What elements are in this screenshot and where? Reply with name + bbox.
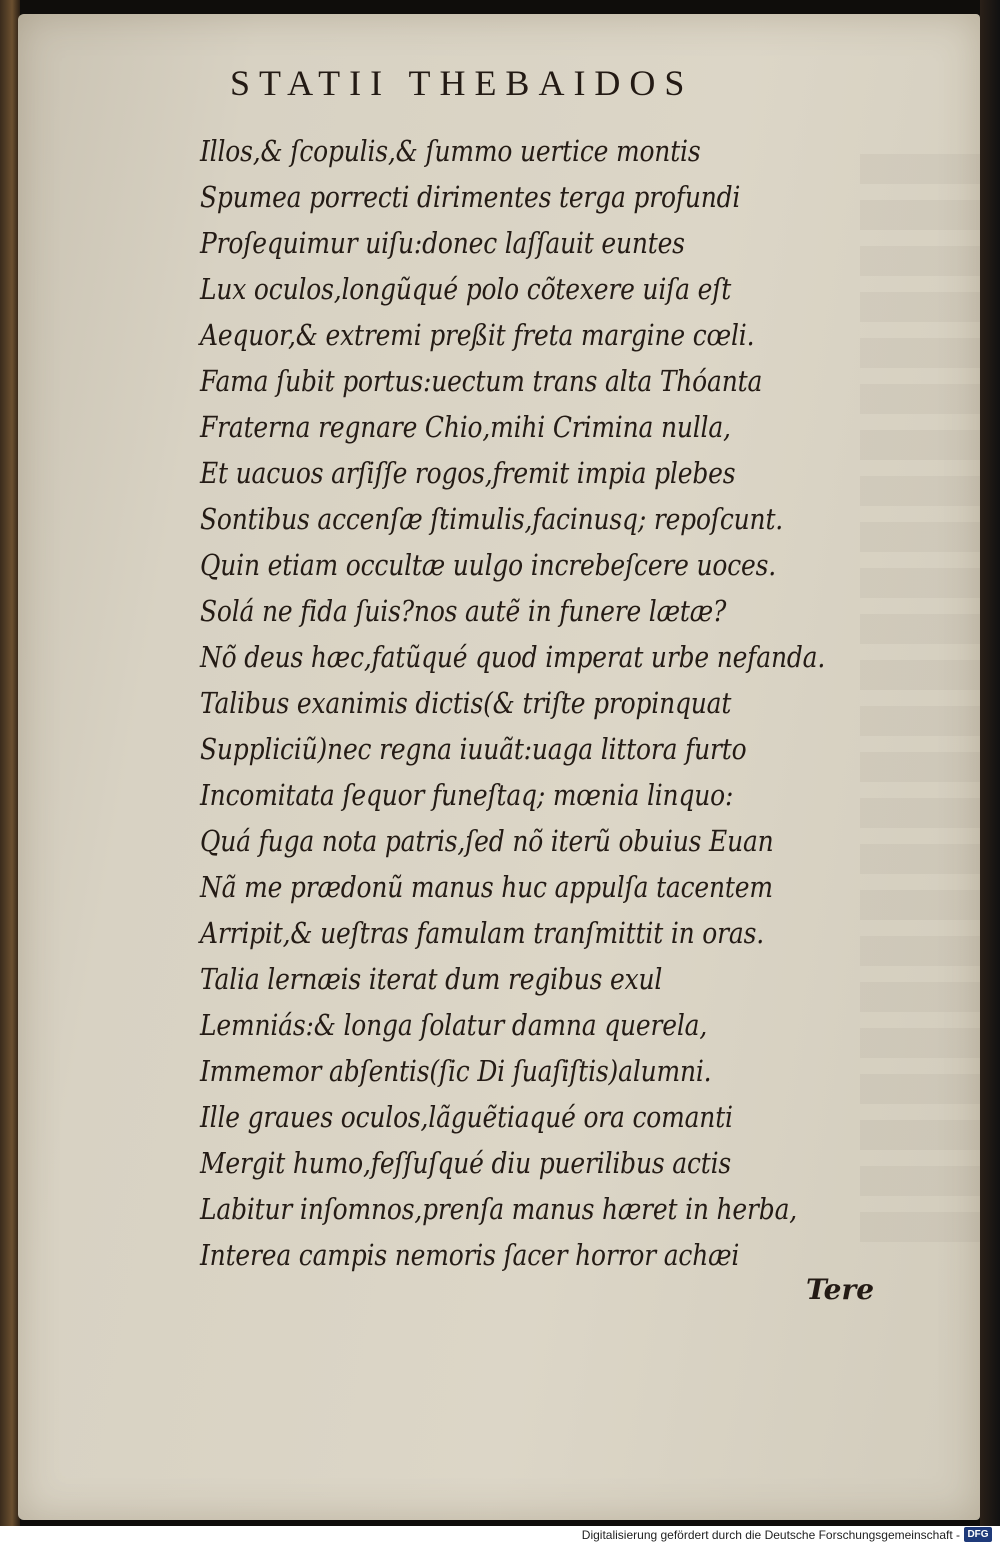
verse-line: Lemniás:& longa ſolatur damna querela, xyxy=(200,1008,708,1042)
verse-line: Et uacuos arſiſſe rogos,fremit impia plebes xyxy=(200,456,736,490)
digitization-footer xyxy=(0,1526,1000,1544)
verse-line: Labitur inſomnos,prenſa manus hæret in herba, xyxy=(200,1192,798,1226)
verse-line: Illos,& ſcopulis,& ſummo uertice montis xyxy=(200,134,701,168)
verse-line: Fraterna regnare Chio,mihi Crimina nulla, xyxy=(200,410,731,444)
funding-credit: Digitalisierung gefördert durch die Deutsche Forschungsgemeinschaft - xyxy=(581,1528,960,1542)
page-edge-shadow xyxy=(980,0,1000,1526)
verse-line: Quin etiam occultæ uulgo increbeſcere uoces. xyxy=(200,548,777,582)
verse-line: Nã me prædonũ manus huc appulſa tacentem xyxy=(200,870,773,904)
verse-line: Quá fuga nota patris,ſed nõ iterũ obuius Euan xyxy=(200,824,774,858)
verse-text-block xyxy=(200,128,920,1278)
verse-line: Interea campis nemoris ſacer horror achæi xyxy=(200,1238,740,1272)
verse-line: Sontibus accenſæ ſtimulis,facinusq; repoſcunt. xyxy=(200,502,784,536)
verse-line: Immemor abſentis(ſic Di ſuaſiſtis)alumni. xyxy=(200,1054,712,1088)
verse-line: Solá ne fida ſuis?nos autẽ in funere lætæ? xyxy=(200,594,727,628)
verse-line: Incomitata ſequor funeſtaq; mœnia linquo: xyxy=(200,778,734,812)
verse-line: Lux oculos,longũqué polo cõtexere uiſa eſt xyxy=(200,272,732,306)
verse-line: Arripit,& ueſtras famulam tranſmittit in oras. xyxy=(200,916,764,950)
verse-line: Spumea porrecti dirimentes terga profundi xyxy=(200,180,741,214)
verse-line: Talia lernæis iterat dum regibus exul xyxy=(200,962,663,996)
dfg-logo-icon: DFG xyxy=(964,1527,992,1542)
verse-line: Suppliciũ)nec regna iuuãt:uaga littora furto xyxy=(200,732,747,766)
verse-line: Ille graues oculos,lãguẽtiaqué ora comanti xyxy=(200,1100,733,1134)
verse-line: Aequor,& extremi preßit freta margine cœli. xyxy=(200,318,755,352)
verse-line: Mergit humo,feſſuſqué diu puerilibus actis xyxy=(200,1146,732,1180)
verse-line: Talibus exanimis dictis(& triſte propinquat xyxy=(200,686,732,720)
verse-line: Proſequimur uiſu:donec laſſauit euntes xyxy=(200,226,685,260)
book-spine-edge xyxy=(0,0,20,1526)
verse-line: Fama ſubit portus:uectum trans alta Thóanta xyxy=(200,364,763,398)
running-head: STATII THEBAIDOS xyxy=(230,63,694,103)
catchword: Tere xyxy=(806,1273,875,1306)
verse-line: Nõ deus hæc,fatũqué quod imperat urbe nefanda. xyxy=(200,640,826,674)
